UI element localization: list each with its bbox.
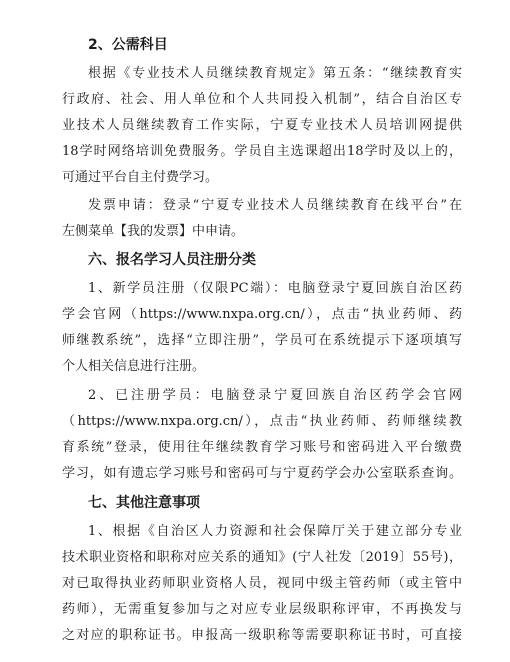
paragraph-line: 可通过平台自主付费学习。 [62, 170, 219, 185]
paragraph-line: 育系统”登录，使用往年继续教育学习账号和密码进入平台缴费 [62, 440, 462, 455]
paragraph-line: 根据《专业技术人员继续教育规定》第五条：“继续教育实 [88, 66, 462, 81]
paragraph-line: 1、新学员注册（仅限PC端）：电脑登录宁夏回族自治区药 [88, 281, 462, 296]
paragraph-line: 个人相关信息进行注册。 [62, 359, 206, 374]
heading-registration: 六、报名学习人员注册分类 [88, 252, 256, 268]
paragraph-line: 师继教系统”，选择“立即注册”，学员可在系统提示下逐项填写 [62, 333, 462, 348]
paragraph-line: 技术职业资格和职称对应关系的通知》(宁人社发〔2019〕55号)， [62, 550, 462, 565]
paragraph-line: 发票申请：登录“宁夏专业技术人员继续教育在线平台”在 [88, 198, 462, 213]
paragraph-line: 2、已注册学员：电脑登录宁夏回族自治区药学会官网 [88, 388, 462, 403]
paragraph-line: 18学时网络培训免费服务。学员自主选课超出18学时及以上的， [62, 144, 462, 159]
paragraph-line: 行政府、社会、用人单位和个人共同投入机制”，结合自治区专 [62, 92, 462, 107]
paragraph-line: 业技术人员继续教育工作实际，宁夏专业技术人员培训网提供 [62, 118, 462, 133]
paragraph-line: 对已取得执业药师职业资格人员，视同中级主管药师（或主管中 [62, 576, 462, 591]
paragraph-line: （https://www.nxpa.org.cn/），点击“执业药师、药师继续教 [62, 414, 462, 429]
heading-public-courses: 2、公需科目 [88, 37, 168, 53]
paragraph-line: 学会官网（https://www.nxpa.org.cn/），点击“执业药师、药 [62, 307, 462, 322]
paragraph-line: 学习，如有遗忘学习账号和密码可与宁夏药学会办公室联系查询。 [62, 466, 462, 481]
paragraph-line: 药师），无需重复参加与之对应专业层级职称评审，不再换发与 [62, 602, 462, 617]
paragraph-line: 1、根据《自治区人力资源和社会保障厅关于建立部分专业 [88, 524, 462, 539]
paragraph-line: 左侧菜单【我的发票】中申请。 [62, 224, 245, 239]
heading-other-notes: 七、其他注意事项 [88, 495, 200, 511]
paragraph-line: 之对应的职称证书。申报高一级职称等需要职称证书时，可直接 [62, 628, 462, 643]
